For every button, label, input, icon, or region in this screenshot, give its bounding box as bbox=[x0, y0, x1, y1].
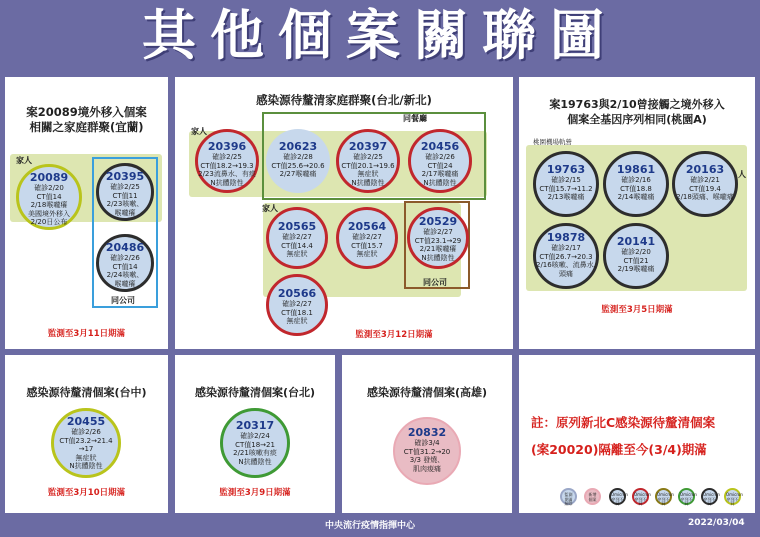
case-line: 2/16咳嗽、流鼻水、 bbox=[536, 261, 601, 270]
case-line: N抗體陰性 bbox=[351, 178, 385, 187]
case-line: 2/20日公布 bbox=[30, 218, 68, 227]
case-id: 20564 bbox=[347, 220, 387, 233]
tpntp-restaurant-label: 同餐廳 bbox=[403, 114, 427, 123]
case-line: 美國境外移入 bbox=[28, 209, 70, 218]
case-id: 20623 bbox=[278, 140, 318, 153]
panel-taoyuan bbox=[519, 77, 755, 349]
taoyuan-group-label: 桃園機場軌營 bbox=[533, 138, 572, 146]
case-line: 確診3/4 bbox=[414, 439, 440, 447]
case-line: →17 bbox=[78, 445, 94, 454]
case-line: 無症狀 bbox=[286, 250, 308, 259]
legend-text: 序列不同 bbox=[703, 496, 716, 506]
case-line: CT值14 bbox=[112, 262, 138, 271]
taoyuan-title-2: 個案全基因序列相同(桃園A) bbox=[567, 113, 707, 126]
case-id: 20566 bbox=[277, 287, 317, 300]
legend-text: Omicron bbox=[634, 492, 651, 497]
case-line: CT值18→21 bbox=[235, 440, 275, 449]
legend-text: 解除 bbox=[564, 501, 573, 506]
case-line: 確診2/25 bbox=[353, 153, 383, 161]
case-id: 19878 bbox=[546, 231, 586, 244]
panel-taichung bbox=[5, 355, 168, 513]
case-line: CT值18.8 bbox=[620, 184, 652, 193]
case-line: CT值18.1 bbox=[281, 308, 313, 317]
legend-text: 監測 bbox=[564, 492, 573, 497]
case-line: CT值15.7 bbox=[351, 241, 383, 250]
case-line: N抗體陰性 bbox=[238, 457, 272, 466]
case-circle-20456 bbox=[408, 129, 472, 193]
case-line: CT值23.1→29 bbox=[414, 236, 462, 245]
case-circle-20623 bbox=[266, 129, 330, 193]
legend-omicron-dark-icon bbox=[701, 488, 718, 505]
taipei-monitor: 監測至3月9日期滿 bbox=[219, 488, 291, 498]
yilan-company-label: 同公司 bbox=[111, 296, 135, 305]
case-line: 2/14喉嚨痛 bbox=[617, 193, 655, 202]
legend-omicron-yellow-icon bbox=[724, 488, 741, 505]
case-line: 2/21喉嚨癢 bbox=[419, 245, 457, 254]
panel-taipei bbox=[175, 355, 335, 513]
case-line: CT值11 bbox=[112, 191, 138, 200]
case-id: 20396 bbox=[207, 140, 247, 153]
case-line: CT值21 bbox=[623, 256, 649, 265]
legend-new-case-icon bbox=[584, 488, 601, 505]
taoyuan-title-1: 案19763與2/10曾接觸之境外移入 bbox=[549, 98, 725, 111]
case-line: 2/21咳嗽有痰 bbox=[233, 449, 277, 458]
case-line: CT值18.2→19.3 bbox=[200, 161, 254, 170]
case-line: 2/23流鼻水、有痰 bbox=[198, 170, 256, 179]
tpntp-family-label: 家人 bbox=[191, 127, 207, 136]
case-line: 確診2/25 bbox=[110, 183, 140, 191]
case-circle-19763 bbox=[533, 151, 599, 217]
legend-text: Omicron bbox=[657, 492, 674, 497]
case-id: 20163 bbox=[685, 163, 725, 176]
case-line: 2/24咳嗽、 bbox=[106, 271, 144, 280]
case-line: CT值19.4 bbox=[689, 184, 721, 193]
case-line: 無症狀 bbox=[356, 250, 378, 259]
case-line: 確診2/27 bbox=[352, 233, 382, 241]
legend-text: 序列不同 bbox=[680, 496, 693, 506]
case-line: N抗體陰性 bbox=[69, 462, 103, 471]
case-line: N抗體陰性 bbox=[421, 253, 455, 262]
legend-omicron-green-icon bbox=[678, 488, 695, 505]
case-line: CT值15.7→11.2 bbox=[539, 184, 593, 193]
case-line: 確診2/27 bbox=[282, 300, 312, 308]
case-id: 20486 bbox=[105, 241, 145, 254]
case-circle-20486 bbox=[96, 234, 154, 292]
case-line: N抗體陰性 bbox=[423, 178, 457, 187]
page-title: 其他個案關聯圖 bbox=[142, 4, 618, 67]
taichung-monitor: 監測至3月10日期滿 bbox=[47, 488, 126, 498]
case-line: 確診2/24 bbox=[240, 432, 270, 440]
case-id: 20455 bbox=[66, 415, 106, 428]
panel-taipei-newtaipei bbox=[175, 77, 513, 349]
case-id: 20456 bbox=[420, 140, 460, 153]
case-line: 2/19喉嚨痛 bbox=[617, 265, 655, 274]
case-line: 確診2/28 bbox=[283, 153, 313, 161]
case-line: 2/18喉嚨癢 bbox=[30, 201, 68, 210]
yilan-title-2: 相關之家庭群聚(宜蘭) bbox=[29, 120, 144, 134]
legend-text: 序列不同 bbox=[634, 496, 647, 506]
case-circle-20397 bbox=[336, 129, 400, 193]
case-circle-20564 bbox=[336, 207, 398, 269]
case-id: 19763 bbox=[546, 163, 586, 176]
legend-text: Omicron bbox=[703, 492, 720, 497]
taoyuan-monitor: 監測至3月5日期滿 bbox=[601, 305, 673, 315]
yilan-title-1: 案20089境外移入個案 bbox=[26, 105, 147, 119]
case-id: 20317 bbox=[235, 419, 275, 432]
case-line: 無症狀 bbox=[357, 170, 379, 179]
footer-center: 中央流行疫情指揮中心 bbox=[325, 521, 416, 531]
case-line: 喉嚨癢 bbox=[114, 279, 136, 288]
case-line: 確診2/15 bbox=[551, 176, 581, 184]
legend-text: Omicron bbox=[611, 492, 628, 497]
case-circle-20163 bbox=[672, 151, 738, 217]
case-circle-20141 bbox=[603, 223, 669, 289]
case-line: N抗體陰性 bbox=[210, 178, 244, 187]
case-line: 2/23咳嗽、 bbox=[106, 200, 144, 209]
legend-text: 序列不同 bbox=[726, 496, 739, 506]
case-id: 20565 bbox=[277, 220, 317, 233]
case-line: 確診2/26 bbox=[425, 153, 455, 161]
case-line: 2/18頭痛、喉嚨痛 bbox=[676, 193, 734, 202]
case-circle-20089 bbox=[16, 164, 82, 230]
case-circle-20566 bbox=[266, 274, 328, 336]
kaohsiung-title: 感染源待釐清個案(高雄) bbox=[366, 386, 488, 399]
yilan-monitor: 監測至3月11日期滿 bbox=[47, 329, 126, 339]
yilan-family-label: 家人 bbox=[16, 156, 32, 165]
legend-text: Omicron bbox=[680, 492, 697, 497]
panel-kaohsiung bbox=[342, 355, 512, 513]
case-id: 20089 bbox=[29, 171, 69, 184]
footer-date: 2022/03/04 bbox=[688, 518, 745, 528]
case-line: CT值24 bbox=[427, 161, 453, 170]
legend-released-icon bbox=[560, 488, 577, 505]
case-id: 20397 bbox=[348, 140, 388, 153]
case-circle-20395 bbox=[96, 163, 154, 221]
legend-text: 序列不同 bbox=[611, 496, 624, 506]
case-id: 20529 bbox=[418, 215, 458, 228]
case-line: CT值14.4 bbox=[281, 241, 313, 250]
panel-yilan bbox=[5, 77, 168, 349]
case-line: CT值23.2→21.4 bbox=[59, 436, 113, 445]
tpntp-title: 感染源待釐清家庭群聚(台北/新北) bbox=[256, 93, 432, 107]
tpntp-family-label-2: 家人 bbox=[262, 204, 278, 213]
note-line-1: 註：原列新北C感染源待釐清個案 bbox=[531, 415, 716, 430]
case-line: 確診2/20 bbox=[34, 184, 64, 192]
case-circle-20832 bbox=[393, 417, 461, 485]
legend-omicron-brown-icon bbox=[655, 488, 672, 505]
case-line: 確診2/17 bbox=[551, 244, 581, 252]
case-line: 2/17喉嚨痛 bbox=[421, 170, 459, 179]
case-line: 肌肉痠痛 bbox=[413, 464, 441, 473]
case-line: CT值20.1→19.6 bbox=[341, 161, 395, 170]
case-circle-20529 bbox=[407, 207, 469, 269]
case-line: 頭痛 bbox=[559, 269, 573, 278]
case-line: 確診2/26 bbox=[71, 428, 101, 436]
case-line: 確診2/27 bbox=[423, 228, 453, 236]
tpntp-company-label: 同公司 bbox=[423, 278, 447, 287]
note-line-2: (案20020)隔離至今(3/4)期滿 bbox=[531, 442, 707, 457]
legend-text: Omicron bbox=[726, 492, 743, 497]
case-line: CT值31.2→20 bbox=[403, 447, 451, 456]
tpntp-monitor: 監測至3月12日期滿 bbox=[355, 330, 433, 340]
case-line: 確診2/20 bbox=[621, 248, 651, 256]
legend-text: 序列不同 bbox=[657, 496, 670, 506]
case-line: 確診2/27 bbox=[282, 233, 312, 241]
case-line: 無症狀 bbox=[75, 453, 97, 462]
case-line: 2/13喉嚨痛 bbox=[547, 193, 585, 202]
case-id: 20832 bbox=[407, 426, 447, 439]
case-id: 20141 bbox=[616, 235, 656, 248]
legend-text: 個案 bbox=[588, 496, 597, 502]
taoyuan-side-label: 人 bbox=[738, 170, 746, 179]
case-line: 3/3 發燒、 bbox=[409, 456, 445, 465]
taipei-title: 感染源待釐清個案(台北) bbox=[194, 386, 316, 399]
case-line: 2/27喉嚨痛 bbox=[279, 170, 317, 179]
case-line: 喉嚨癢 bbox=[114, 208, 136, 217]
legend-omicron-black-icon bbox=[609, 488, 626, 505]
case-circle-19878 bbox=[533, 223, 599, 289]
case-circle-20565 bbox=[266, 207, 328, 269]
case-line: 確診2/16 bbox=[621, 176, 651, 184]
case-line: 確診2/25 bbox=[212, 153, 242, 161]
case-line: 確診2/26 bbox=[110, 254, 140, 262]
legend-text: 新增 bbox=[588, 492, 597, 497]
case-id: 19861 bbox=[616, 163, 656, 176]
case-line: 確診2/21 bbox=[690, 176, 720, 184]
case-line: CT值14 bbox=[36, 192, 62, 201]
taichung-title: 感染源待釐清個案(台中) bbox=[26, 386, 147, 399]
case-line: CT值25.6→20.6 bbox=[271, 161, 325, 170]
legend-text: 期滿 bbox=[564, 496, 573, 502]
legend-omicron-red-icon bbox=[632, 488, 649, 505]
case-line: 無症狀 bbox=[286, 317, 308, 326]
case-line: CT值26.7→20.3 bbox=[539, 252, 593, 261]
case-circle-20317 bbox=[220, 408, 290, 478]
case-circle-20396 bbox=[195, 129, 259, 193]
case-circle-20455 bbox=[51, 408, 121, 478]
case-id: 20395 bbox=[105, 170, 145, 183]
case-circle-19861 bbox=[603, 151, 669, 217]
